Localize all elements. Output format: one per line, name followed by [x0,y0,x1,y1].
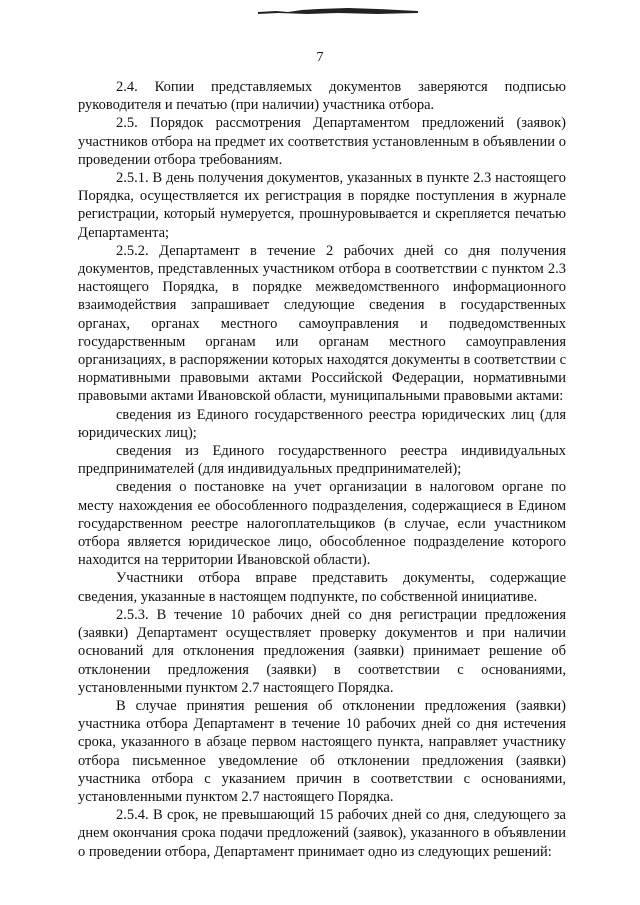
paragraph-2-5-1: 2.5.1. В день получения документов, указанных в пункте 2.3 настоящего Порядка, осуществляется их регистрация в порядке поступления в журнале регистрации, который нумеруется, прошнуровывается и скрепляется печатью Департамента; [78,170,566,241]
scan-artifact-mark [258,6,418,16]
paragraph-2-5-4: 2.5.4. В срок, не превышающий 15 рабочих дней со дня, следующего за днем окончания срока подачи предложений (заявок), указанного в объявлении о проведении отбора, Департамент принимает одно из следующих решений: [78,807,566,860]
paragraph-own-initiative: Участники отбора вправе представить документы, содержащие сведения, указанные в настоящем подпункте, по собственной инициативе. [78,570,566,605]
list-item-tax-registration: сведения о постановке на учет организации в налоговом органе по месту нахождения ее обособленного подразделения, содержащиеся в Едином государственном реестре налогоплательщиков (в случае, если участником отбора является юридическое лицо, обособленное подразделение которого находится на территории Ивановской области). [78,479,566,569]
paragraph-2-5-2: 2.5.2. Департамент в течение 2 рабочих дней со дня получения документов, представленных участником отбора в соответствии с пунктом 2.3 настоящего Порядка, в порядке межведомственного информационного взаимодействия запрашивает следующие сведения в государственных органах, органах местного самоуправления и подведомственных государственным органам или органам местного самоуправления организациях, в распоряжении которых находятся документы в соответствии с нормативными правовыми актами Российской Федерации, нормативными правовыми актами Ивановской области, муниципальными правовыми актами: [78,242,566,405]
paragraph-2-5-3: 2.5.3. В течение 10 рабочих дней со дня регистрации предложения (заявки) Департамент осуществляет проверку документов и при наличии оснований для отклонения предложения (заявки) принимает решение об отклонении предложения (заявки) в соответствии с основаниями, установленными пунктом 2.7 настоящего Порядка. [78,606,566,696]
list-item-entrepreneurs: сведения из Единого государственного реестра индивидуальных предпринимателей (для индивидуальных предпринимателей); [78,443,566,478]
paragraph-rejection-notice: В случае принятия решения об отклонении предложения (заявки) участника отбора Департамент в течение 10 рабочих дней со дня истечения срока, указанного в абзаце первом настоящего пункта, направляет участнику отбора письменное уведомление об отклонении предложения (заявки) участника отбора с указанием причин в соответствии с основаниями, установленными пунктом 2.7 настоящего Порядка. [78,697,566,805]
paragraph-2-4: 2.4. Копии представляемых документов заверяются подписью руководителя и печатью (при наличии) участника отбора. [78,79,566,114]
list-item-legal-entities: сведения из Единого государственного реестра юридических лиц (для юридических лиц); [78,406,566,441]
document-body [78,78,566,861]
paragraph-2-5: 2.5. Порядок рассмотрения Департаментом предложений (заявок) участников отбора на предмет их соответствия установленным в объявлении о проведении отбора требованиям. [78,115,566,168]
page-number: 7 [316,50,324,65]
